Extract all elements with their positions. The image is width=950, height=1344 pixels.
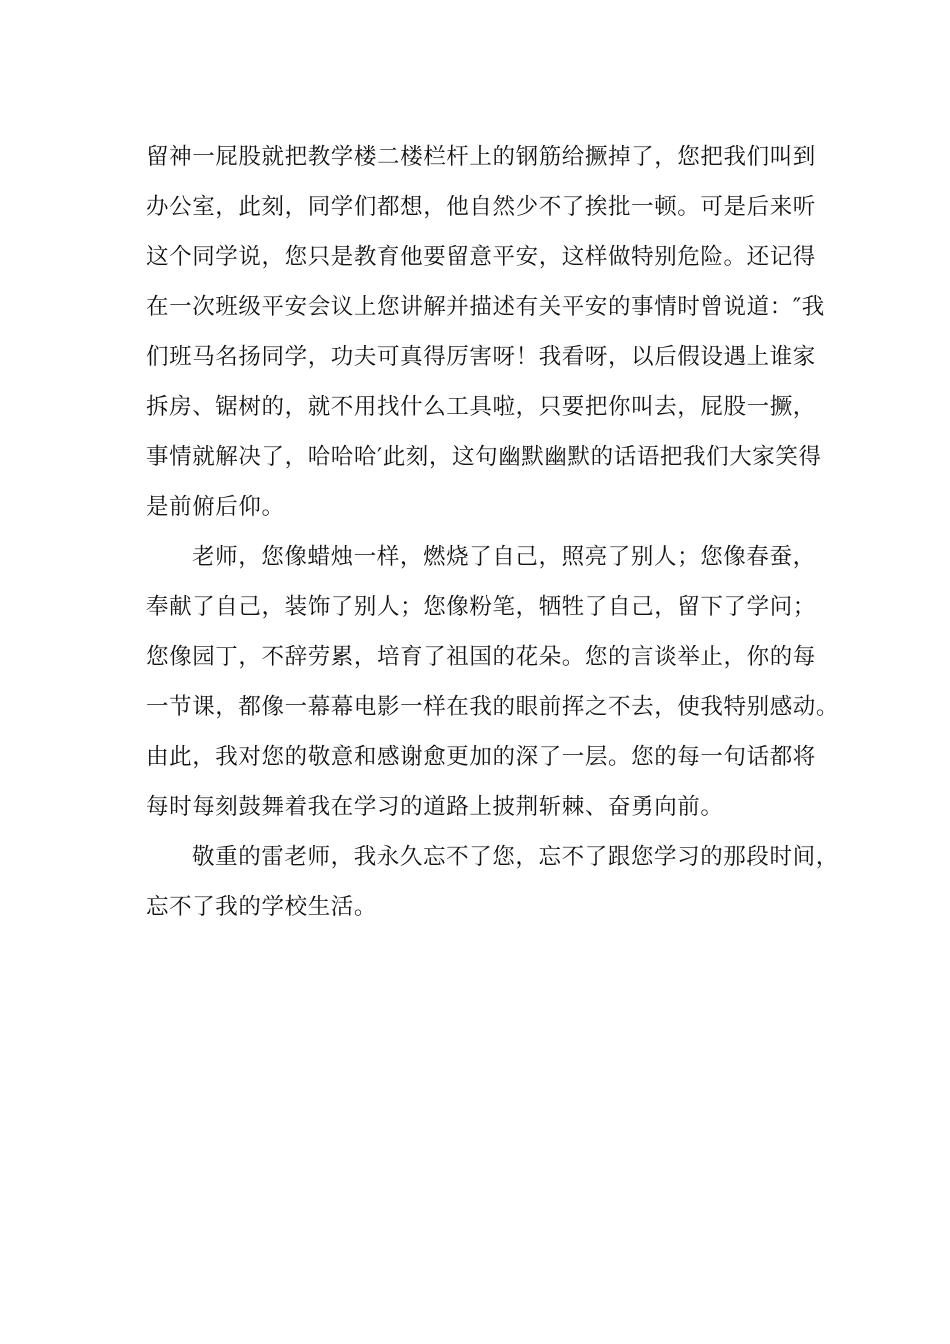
text-line: 拆房、锯树的，就不用找什么工具啦，只要把你叫去，屁股一撅， bbox=[146, 394, 816, 420]
body-text bbox=[146, 132, 840, 932]
paragraph-3 bbox=[146, 832, 839, 932]
paragraph-1 bbox=[146, 132, 826, 532]
text-line: 一节课，都像一幕幕电影一样在我的眼前挥之不去，使我特别感动。 bbox=[146, 694, 840, 720]
text-line: 老师，您像蜡烛一样，燃烧了自己，照亮了别人；您像春蚕， bbox=[192, 544, 816, 570]
text-line: 忘不了我的学校生活。 bbox=[146, 894, 378, 920]
text-line: 这个同学说，您只是教育他要留意平安，这样做特别危险。还记得 bbox=[146, 244, 816, 270]
text-line: 由此，我对您的敬意和感谢愈更加的深了一层。您的每一句话都将 bbox=[146, 744, 816, 770]
text-line: 奉献了自己，装饰了别人；您像粉笔，牺牲了自己，留下了学问； bbox=[146, 594, 816, 620]
text-line: 事情就解决了，哈哈哈′此刻，这句幽默幽默的话语把我们大家笑得 bbox=[146, 444, 822, 470]
text-line: 留神一屁股就把教学楼二楼栏杆上的钢筋给撅掉了，您把我们叫到 bbox=[146, 144, 816, 170]
text-line: 是前俯后仰。 bbox=[146, 494, 285, 520]
text-line: 在一次班级平安会议上您讲解并描述有关平安的事情时曾说道：″我 bbox=[146, 294, 825, 320]
text-line: 办公室，此刻，同学们都想，他自然少不了挨批一顿。可是后来听 bbox=[146, 194, 816, 220]
text-line: 敬重的雷老师，我永久忘不了您，忘不了跟您学习的那段时间， bbox=[192, 844, 839, 870]
paragraph-2 bbox=[146, 532, 840, 832]
text-line: 您像园丁，不辞劳累，培育了祖国的花朵。您的言谈举止，你的每 bbox=[146, 644, 816, 670]
text-line: 每时每刻鼓舞着我在学习的道路上披荆斩棘、奋勇向前。 bbox=[146, 794, 724, 820]
text-line: 们班马名扬同学，功夫可真得厉害呀！我看呀，以后假设遇上谁家 bbox=[146, 344, 816, 370]
